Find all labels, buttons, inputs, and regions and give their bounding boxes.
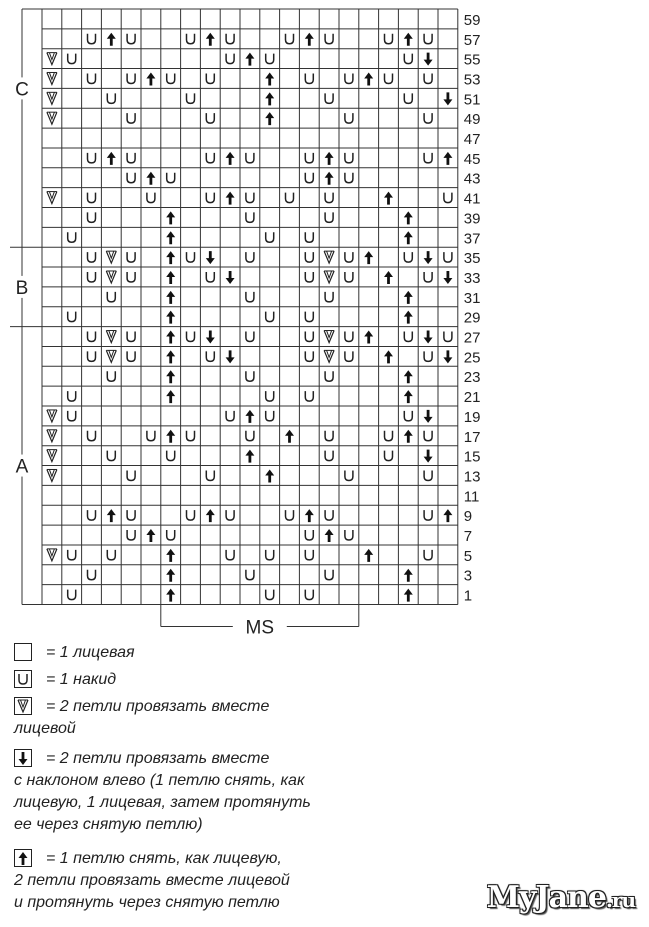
legend-text-continued: с наклоном влево (1 петлю снять, как xyxy=(14,772,305,789)
yarn-over-symbol xyxy=(167,451,175,461)
legend-text-continued: лицевой xyxy=(14,720,76,737)
row-number: 29 xyxy=(463,309,481,327)
yarn-over-symbol xyxy=(206,73,214,83)
sk2p-symbol xyxy=(226,152,235,165)
yarn-over-symbol xyxy=(345,113,353,123)
row-number: 11 xyxy=(463,488,480,506)
yarn-over-symbol xyxy=(68,550,76,560)
k2tog-symbol xyxy=(324,271,334,283)
yarn-over-symbol xyxy=(305,232,313,242)
yarn-over-symbol xyxy=(88,272,96,282)
sk2p-symbol xyxy=(404,311,413,324)
sk2p-symbol xyxy=(107,33,116,46)
yarn-over-symbol xyxy=(127,530,135,540)
yarn-over-symbol xyxy=(404,252,412,262)
sk2p-symbol xyxy=(325,172,334,185)
legend-symbol-empty xyxy=(14,643,32,661)
sk2p-symbol xyxy=(305,33,314,46)
yarn-over-symbol xyxy=(246,193,254,203)
yarn-over-symbol xyxy=(444,332,452,342)
k2tog-symbol xyxy=(47,450,57,462)
row-number: 9 xyxy=(463,508,473,526)
sk2p-symbol xyxy=(146,172,155,185)
yarn-over-symbol xyxy=(127,252,135,262)
yarn-over-symbol xyxy=(187,431,195,441)
row-number: 49 xyxy=(463,111,481,129)
sk2p-symbol xyxy=(384,271,393,284)
yarn-over-symbol xyxy=(167,530,175,540)
yarn-over-symbol xyxy=(305,590,313,600)
yarn-over-symbol xyxy=(325,34,333,44)
sk2p-symbol xyxy=(166,311,175,324)
yarn-over-symbol xyxy=(404,93,412,103)
yarn-over-symbol xyxy=(88,193,96,203)
yarn-over-symbol xyxy=(325,93,333,103)
sk2p-symbol xyxy=(285,430,294,443)
legend-item xyxy=(14,848,282,870)
yarn-over-symbol xyxy=(246,570,254,580)
k2tog-symbol xyxy=(47,92,57,104)
yarn-over-symbol xyxy=(345,470,353,480)
yarn-over-symbol xyxy=(325,292,333,302)
k2tog-symbol xyxy=(47,192,57,204)
row-number: 13 xyxy=(463,468,481,486)
yarn-over-symbol xyxy=(266,411,274,421)
yarn-over-symbol xyxy=(424,470,432,480)
sk2p-symbol xyxy=(166,549,175,562)
section-label-a: A xyxy=(15,456,29,478)
legend-text-continued: лицевую, 1 лицевая, затем протянуть xyxy=(14,794,311,811)
k2tog-symbol xyxy=(47,469,57,481)
row-number: 5 xyxy=(463,547,473,565)
yarn-over-symbol xyxy=(385,34,393,44)
legend-item xyxy=(14,642,135,664)
yarn-over-symbol xyxy=(226,34,234,44)
yarn-over-symbol xyxy=(187,332,195,342)
yarn-over-symbol xyxy=(444,193,452,203)
sk2p-symbol xyxy=(166,251,175,264)
yarn-over-symbol xyxy=(246,371,254,381)
k2tog-symbol xyxy=(106,251,116,263)
ssk-symbol xyxy=(443,350,452,363)
yarn-over-symbol xyxy=(127,470,135,480)
yarn-over-symbol xyxy=(424,73,432,83)
k2tog-symbol xyxy=(47,112,57,124)
yarn-over-symbol xyxy=(246,332,254,342)
yarn-over-symbol xyxy=(424,351,432,361)
sk2p-symbol xyxy=(166,569,175,582)
k2tog-symbol xyxy=(324,350,334,362)
yarn-over-symbol xyxy=(424,153,432,163)
ssk-symbol xyxy=(424,331,433,344)
ssk-symbol xyxy=(226,350,235,363)
yarn-over-symbol xyxy=(187,93,195,103)
section-label-c: C xyxy=(15,79,29,101)
yarn-over-symbol xyxy=(345,351,353,361)
legend-item xyxy=(14,748,269,770)
yarn-over-symbol xyxy=(305,530,313,540)
yarn-over-symbol xyxy=(286,510,294,520)
yarn-over-symbol xyxy=(286,34,294,44)
yarn-over-symbol xyxy=(246,212,254,222)
k2tog-symbol xyxy=(106,350,116,362)
sk2p-symbol xyxy=(166,430,175,443)
legend-item xyxy=(14,696,269,718)
yarn-over-symbol xyxy=(404,332,412,342)
sk2p-symbol xyxy=(364,549,373,562)
yarn-over-symbol xyxy=(127,153,135,163)
yarn-over-symbol xyxy=(345,153,353,163)
sk2p-symbol xyxy=(206,33,215,46)
yarn-over-symbol xyxy=(127,173,135,183)
sk2p-symbol xyxy=(404,430,413,443)
yarn-over-symbol xyxy=(206,113,214,123)
yarn-over-symbol xyxy=(305,351,313,361)
sk2p-symbol xyxy=(404,390,413,403)
row-number: 35 xyxy=(463,250,481,268)
ssk-symbol xyxy=(424,450,433,463)
yarn-over-symbol xyxy=(68,232,76,242)
row-number: 57 xyxy=(463,31,481,49)
yarn-over-symbol xyxy=(187,34,195,44)
yarn-over-symbol xyxy=(107,550,115,560)
sk2p-symbol xyxy=(245,450,254,463)
yarn-over-symbol xyxy=(345,252,353,262)
k2tog-symbol xyxy=(106,331,116,343)
yarn-over-symbol xyxy=(385,73,393,83)
row-number: 27 xyxy=(463,329,481,347)
legend-symbol-R xyxy=(14,697,32,715)
yarn-over-symbol xyxy=(305,312,313,322)
legend-symbol-L xyxy=(14,749,32,767)
yarn-over-symbol xyxy=(68,54,76,64)
sk2p-symbol xyxy=(265,92,274,105)
yarn-over-symbol xyxy=(107,371,115,381)
yarn-over-symbol xyxy=(305,252,313,262)
yarn-over-symbol xyxy=(226,54,234,64)
row-number: 55 xyxy=(463,51,481,69)
sk2p-symbol xyxy=(146,529,155,542)
row-number: 51 xyxy=(463,91,481,109)
yarn-over-symbol xyxy=(325,451,333,461)
yarn-over-symbol xyxy=(107,93,115,103)
section-label-b: B xyxy=(15,277,29,299)
yarn-over-symbol xyxy=(305,550,313,560)
sk2p-symbol xyxy=(166,370,175,383)
row-number: 19 xyxy=(463,408,481,426)
k2tog-symbol xyxy=(324,251,334,263)
legend-text: = 2 петли провязать вместе xyxy=(46,698,270,715)
legend-text: = 1 накид xyxy=(46,671,117,688)
k2tog-symbol xyxy=(47,549,57,561)
k2tog-symbol xyxy=(47,53,57,65)
legend-symbol-U xyxy=(14,670,32,688)
ssk-symbol xyxy=(443,271,452,284)
sk2p-symbol xyxy=(404,589,413,602)
yarn-over-symbol xyxy=(325,212,333,222)
yarn-over-symbol xyxy=(246,292,254,302)
yarn-over-symbol xyxy=(107,292,115,302)
row-number: 1 xyxy=(463,587,473,605)
yarn-over-symbol xyxy=(206,193,214,203)
yarn-over-symbol xyxy=(206,351,214,361)
sk2p-symbol xyxy=(404,569,413,582)
legend-text-continued: ее через снятую петлю) xyxy=(14,816,203,833)
yarn-over-symbol xyxy=(187,510,195,520)
sk2p-symbol xyxy=(265,112,274,125)
row-number: 47 xyxy=(463,131,481,149)
yarn-over-symbol xyxy=(345,73,353,83)
row-number: 33 xyxy=(463,269,481,287)
yarn-over-symbol xyxy=(325,431,333,441)
row-number: 59 xyxy=(463,11,481,29)
row-number: 25 xyxy=(463,349,481,367)
ssk-symbol xyxy=(424,53,433,66)
yarn-over-symbol xyxy=(424,431,432,441)
row-number: 43 xyxy=(463,170,481,188)
sk2p-symbol xyxy=(384,350,393,363)
legend-text: = 1 лицевая xyxy=(46,644,135,661)
row-number: 17 xyxy=(463,428,481,446)
yarn-over-symbol xyxy=(226,550,234,560)
repeat-label: MS xyxy=(245,617,275,639)
sk2p-symbol xyxy=(404,231,413,244)
sk2p-symbol xyxy=(265,72,274,85)
yarn-over-symbol xyxy=(88,212,96,222)
yarn-over-symbol xyxy=(127,510,135,520)
ssk-symbol xyxy=(226,271,235,284)
row-number: 3 xyxy=(463,567,473,585)
yarn-over-symbol xyxy=(325,570,333,580)
sk2p-symbol xyxy=(146,72,155,85)
sk2p-symbol xyxy=(404,211,413,224)
yarn-over-symbol xyxy=(206,470,214,480)
yarn-over-symbol xyxy=(424,113,432,123)
yarn-over-symbol xyxy=(88,351,96,361)
yarn-over-symbol xyxy=(88,73,96,83)
yarn-over-symbol xyxy=(266,391,274,401)
row-number: 53 xyxy=(463,71,481,89)
yarn-over-symbol xyxy=(424,272,432,282)
yarn-over-symbol xyxy=(345,173,353,183)
yarn-over-symbol xyxy=(88,252,96,262)
row-number: 21 xyxy=(463,389,481,407)
yarn-over-symbol xyxy=(325,371,333,381)
sk2p-symbol xyxy=(245,410,254,423)
legend-item xyxy=(14,669,116,691)
yarn-over-symbol xyxy=(246,431,254,441)
yarn-over-symbol xyxy=(345,530,353,540)
row-number: 39 xyxy=(463,210,481,228)
legend-symbol-A xyxy=(14,849,32,867)
yarn-over-symbol xyxy=(187,252,195,262)
sk2p-symbol xyxy=(325,529,334,542)
k2tog-symbol xyxy=(47,430,57,442)
sk2p-symbol xyxy=(364,72,373,85)
sk2p-symbol xyxy=(166,271,175,284)
yarn-over-symbol xyxy=(88,332,96,342)
yarn-over-symbol xyxy=(167,173,175,183)
site-logo: MyJane.ru xyxy=(486,880,635,915)
sk2p-symbol xyxy=(206,509,215,522)
ssk-symbol xyxy=(443,92,452,105)
yarn-over-symbol xyxy=(404,411,412,421)
yarn-over-symbol xyxy=(127,332,135,342)
yarn-over-symbol xyxy=(305,332,313,342)
legend-text: = 2 петли провязать вместе xyxy=(46,750,270,767)
sk2p-symbol xyxy=(443,509,452,522)
sk2p-symbol xyxy=(404,33,413,46)
sk2p-symbol xyxy=(107,152,116,165)
yarn-over-symbol xyxy=(266,232,274,242)
sk2p-symbol xyxy=(245,53,254,66)
sk2p-symbol xyxy=(226,192,235,205)
yarn-over-symbol xyxy=(88,431,96,441)
yarn-over-symbol xyxy=(68,590,76,600)
sk2p-symbol xyxy=(107,509,116,522)
yarn-over-symbol xyxy=(305,391,313,401)
k2tog-symbol xyxy=(47,72,57,84)
ssk-symbol xyxy=(424,410,433,423)
ssk-symbol xyxy=(424,251,433,264)
yarn-over-symbol xyxy=(286,193,294,203)
yarn-over-symbol xyxy=(266,54,274,64)
sk2p-symbol xyxy=(384,192,393,205)
yarn-over-symbol xyxy=(88,510,96,520)
yarn-over-symbol xyxy=(305,153,313,163)
chart-grid xyxy=(42,9,458,605)
row-number: 23 xyxy=(463,369,481,387)
sk2p-symbol xyxy=(305,509,314,522)
yarn-over-symbol xyxy=(107,451,115,461)
yarn-over-symbol xyxy=(345,272,353,282)
yarn-over-symbol xyxy=(246,252,254,262)
yarn-over-symbol xyxy=(147,193,155,203)
yarn-over-symbol xyxy=(68,312,76,322)
yarn-over-symbol xyxy=(127,113,135,123)
chart-symbols xyxy=(47,33,453,602)
yarn-over-symbol xyxy=(305,73,313,83)
k2tog-symbol xyxy=(106,271,116,283)
row-number: 45 xyxy=(463,150,481,168)
yarn-over-symbol xyxy=(68,411,76,421)
row-number: 37 xyxy=(463,230,481,248)
sk2p-symbol xyxy=(166,589,175,602)
yarn-over-symbol xyxy=(266,550,274,560)
yarn-over-symbol xyxy=(226,510,234,520)
k2tog-symbol xyxy=(324,331,334,343)
yarn-over-symbol xyxy=(266,312,274,322)
yarn-over-symbol xyxy=(88,34,96,44)
ssk-symbol xyxy=(206,251,215,264)
yarn-over-symbol xyxy=(206,272,214,282)
yarn-over-symbol xyxy=(246,153,254,163)
yarn-over-symbol xyxy=(167,73,175,83)
yarn-over-symbol xyxy=(127,73,135,83)
sk2p-symbol xyxy=(265,469,274,482)
sk2p-symbol xyxy=(166,291,175,304)
sk2p-symbol xyxy=(325,152,334,165)
yarn-over-symbol xyxy=(127,272,135,282)
yarn-over-symbol xyxy=(266,590,274,600)
k2tog-symbol xyxy=(47,410,57,422)
yarn-over-symbol xyxy=(88,153,96,163)
sk2p-symbol xyxy=(166,211,175,224)
row-number: 15 xyxy=(463,448,481,466)
yarn-over-symbol xyxy=(226,411,234,421)
row-number: 31 xyxy=(463,289,481,307)
legend-text: = 1 петлю снять, как лицевую, xyxy=(46,850,282,867)
sk2p-symbol xyxy=(404,370,413,383)
yarn-over-symbol xyxy=(305,272,313,282)
sk2p-symbol xyxy=(166,331,175,344)
row-number: 41 xyxy=(463,190,481,208)
yarn-over-symbol xyxy=(206,153,214,163)
sk2p-symbol xyxy=(364,251,373,264)
yarn-over-symbol xyxy=(345,332,353,342)
yarn-over-symbol xyxy=(325,510,333,520)
yarn-over-symbol xyxy=(68,391,76,401)
yarn-over-symbol xyxy=(424,510,432,520)
yarn-over-symbol xyxy=(305,173,313,183)
sk2p-symbol xyxy=(166,390,175,403)
yarn-over-symbol xyxy=(444,252,452,262)
yarn-over-symbol xyxy=(404,54,412,64)
sk2p-symbol xyxy=(404,291,413,304)
sk2p-symbol xyxy=(166,350,175,363)
legend-text-continued: и протянуть через снятую петлю xyxy=(14,894,280,911)
row-number: 7 xyxy=(463,528,473,546)
legend-text-continued: 2 петли провязать вместе лицевой xyxy=(14,872,290,889)
yarn-over-symbol xyxy=(325,193,333,203)
yarn-over-symbol xyxy=(88,570,96,580)
yarn-over-symbol xyxy=(127,34,135,44)
yarn-over-symbol xyxy=(424,34,432,44)
yarn-over-symbol xyxy=(147,431,155,441)
sk2p-symbol xyxy=(443,152,452,165)
yarn-over-symbol xyxy=(385,431,393,441)
yarn-over-symbol xyxy=(127,351,135,361)
yarn-over-symbol xyxy=(385,451,393,461)
sk2p-symbol xyxy=(166,231,175,244)
sk2p-symbol xyxy=(364,331,373,344)
yarn-over-symbol xyxy=(424,550,432,560)
ssk-symbol xyxy=(206,331,215,344)
